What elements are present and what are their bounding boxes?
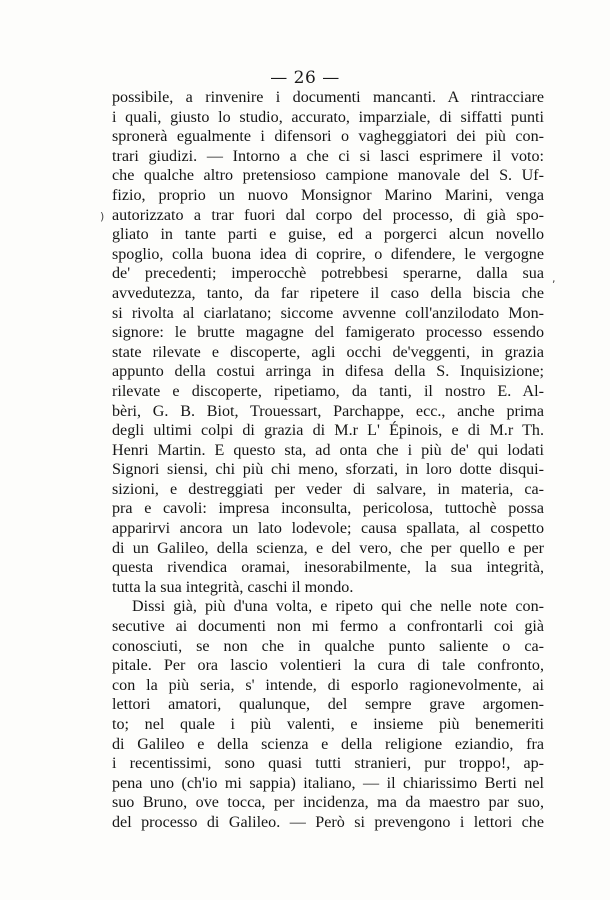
text-line: spoglio, colla buona idea di coprire, o difendere, le vergogne — [112, 245, 544, 263]
text-line: avvedutezza, tanto, da far ripetere il caso della biscia che — [112, 284, 544, 302]
text-line: si rivolta al ciarlatano; siccome avvenne coll'anzilodato Mon- — [112, 304, 544, 322]
paragraph-1 — [112, 88, 544, 597]
text-line: apparirvi ancora un lato lodevole; causa spallata, al cospetto — [112, 520, 544, 538]
text-line: Henri Martin. E questo sta, ad onta che i più de' qui lodati — [112, 441, 544, 459]
text-line: trari giudizi. — Intorno a che ci si lasci esprimere il voto: — [112, 147, 544, 165]
text-line: secutive ai documenti non mi fermo a confrontarli coi già — [112, 618, 544, 636]
text-line: Signori siensi, chi più chi meno, sforzati, in loro dotte disqui- — [112, 461, 544, 479]
text-line: fizio, proprio un nuovo Monsignor Marino Marini, venga — [112, 186, 544, 204]
paragraph-2 — [112, 597, 544, 832]
text-line: possibile, a rinvenire i documenti mancanti. A rintracciare — [112, 89, 544, 106]
text-line: pitale. Per ora lascio volentieri la cura di tale confronto, — [112, 657, 544, 675]
text-line: to; nel quale i più valenti, e insieme più benemeriti — [112, 716, 544, 733]
text-line: appunto della costui arringa in difesa della S. Inquisizione; — [112, 363, 544, 381]
body-text — [112, 88, 544, 833]
text-line: state rilevate e discoperte, agli occhi de'veggenti, in grazia — [112, 343, 544, 361]
text-line: bèri, G. B. Biot, Trouessart, Parchappe, ecc., anche prima — [112, 402, 544, 420]
text-line: gliato in tante parti e guise, ed a porgerci alcun novello — [112, 226, 544, 244]
text-line: signore: le brutte magagne del famigerato processo essendo — [112, 324, 544, 342]
text-line: rilevate e discoperte, ripetiamo, da tanti, il nostro E. Al- — [112, 382, 544, 400]
page-number: — 26 — — [270, 68, 340, 88]
text-line: i quali, giusto lo studio, accurato, imparziale, di siffatti punti — [112, 108, 544, 126]
text-line: lettori amatori, qualunque, del sempre grave argomen- — [112, 696, 544, 714]
text-line: di Galileo e della scienza e della religione eziandio, fra — [112, 735, 544, 753]
text-line: pena uno (ch'io mi sappia) italiano, — il chiarissimo Berti nel — [112, 774, 544, 792]
text-line: che qualche altro pretensioso campione manovale del S. Uf- — [112, 167, 544, 185]
text-line: del processo di Galileo. — Però si prevengono i lettori che — [112, 813, 544, 831]
text-line: pra e cavoli: impresa inconsulta, pericolosa, tuttochè possa — [112, 500, 544, 518]
margin-mark: , — [552, 272, 556, 285]
text-line: degli ultimi colpi di grazia di M.r L' Épinois, e di M.r Th. — [112, 422, 544, 440]
text-line: de' precedenti; imperocchè potrebbesi sperarne, dalla sua — [112, 265, 544, 283]
text-line: Dissi già, più d'una volta, e ripeto qui che nelle note con- — [132, 598, 544, 616]
text-line: suo Bruno, ove tocca, per incidenza, ma da maestro par suo, — [112, 794, 544, 812]
text-line: con la più seria, s' intende, di esporlo ragionevolmente, ai — [112, 676, 544, 694]
text-line: conosciuti, se non che in qualche punto saliente o ca- — [112, 637, 544, 655]
margin-mark: ) — [100, 210, 105, 223]
text-line: i recentissimi, sono quasi tutti stranieri, pur troppo!, ap- — [112, 755, 544, 773]
text-line: sizioni, e destreggiati per veder di salvare, in materia, ca- — [112, 480, 544, 498]
text-line: spronerà egualmente i difensori o vagheggiatori dei più con- — [112, 128, 544, 146]
text-line: tutta la sua integrità, caschi il mondo. — [112, 578, 354, 596]
text-line: di un Galileo, della scienza, e del vero, che per quello e per — [112, 539, 544, 557]
text-line: questa rivendica oramai, inesorabilmente, la sua integrità, — [112, 559, 544, 577]
text-line: autorizzato a trar fuori dal corpo del processo, di già spo- — [112, 206, 544, 224]
